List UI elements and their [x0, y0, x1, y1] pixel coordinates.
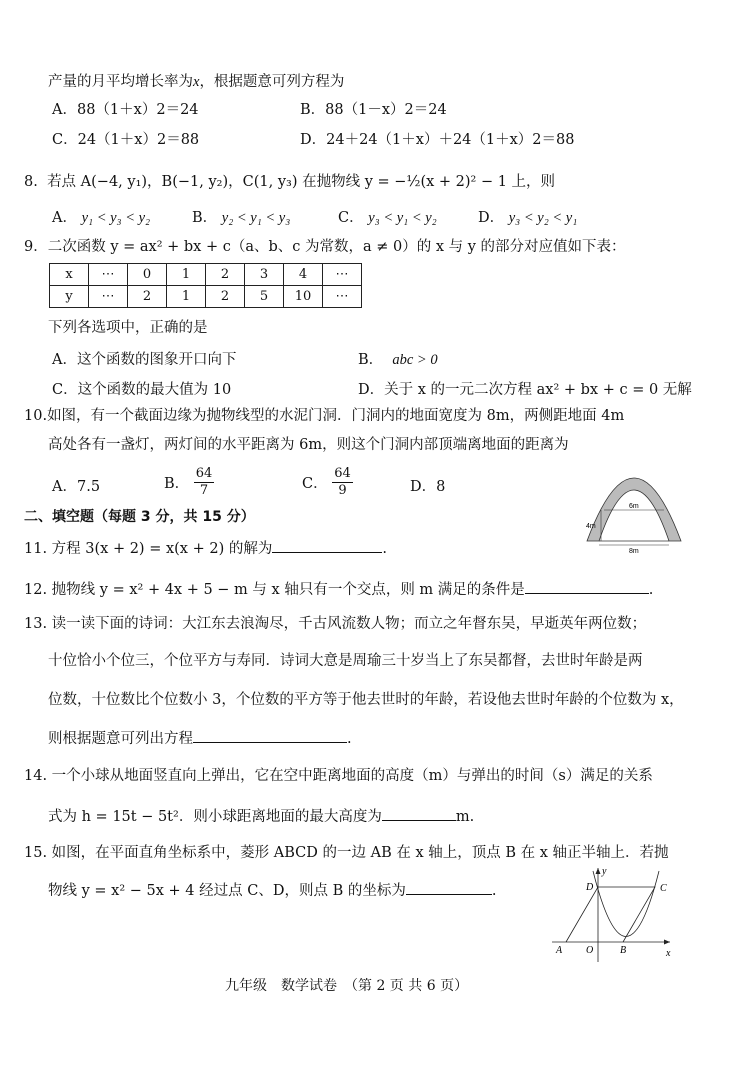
q10-option-b[interactable]: B． $\frac{64}{7}$ [164, 466, 213, 498]
table-cell: ⋯ [323, 264, 362, 286]
q7-option-d[interactable]: D．24＋24（1＋x）＋24（1＋x）2＝88 [300, 132, 575, 148]
y-axis-arrow [596, 868, 601, 874]
q7-option-c[interactable]: C．24（1＋x）2＝88 [52, 132, 200, 148]
table-cell: y [50, 286, 89, 308]
x-axis-arrow [664, 940, 670, 945]
table-cell: ⋯ [323, 286, 362, 308]
q12-answer-blank[interactable] [525, 579, 649, 594]
table-cell: ⋯ [89, 264, 128, 286]
page-footer: 九年级 数学试卷 （第 2 页 共 6 页） [225, 978, 469, 994]
table-cell: 10 [284, 286, 323, 308]
q13-line3: 位数，十位数比个位数小 3，个位数的平方等于他去世时的年龄，若设他去世时年龄的个位数为 x， [48, 692, 684, 708]
label-b: B [620, 945, 627, 956]
q13-line1: 13. 读一读下面的诗词：大江东去浪淘尽，千古风流数人物；而立之年督东吴，早逝英年两位数； [24, 616, 647, 632]
q11-answer-blank[interactable] [272, 538, 382, 553]
q14-line2: 式为 h = 15t − 5t²．则小球距离地面的最大高度为 m. [48, 806, 474, 827]
table-cell: 1 [167, 264, 206, 286]
q7-stem: 产量的月平均增长率为x，根据题意可列方程为 [48, 74, 345, 90]
q14-answer-blank[interactable] [382, 806, 456, 821]
q11: 11. 方程 3(x + 2) = x(x + 2) 的解为 . [24, 538, 387, 559]
label-a: A [556, 945, 563, 956]
q15-line1: 15. 如图，在平面直角坐标系中，菱形 ABCD 的一边 AB 在 x 轴上，顶点 B 在 x 轴正半轴上．若抛 [24, 845, 669, 861]
parabola [593, 871, 659, 937]
q13-line4: 则根据题意可列出方程 . [48, 728, 352, 749]
table-cell: 1 [167, 286, 206, 308]
table-cell: 4 [284, 264, 323, 286]
arch-figure [585, 455, 695, 555]
q8-option-a[interactable]: A． y₁ < y₃ < y₂ [52, 210, 151, 226]
label-o: O [586, 945, 594, 956]
section-title: 二、填空题（每题 3 分，共 15 分） [24, 509, 255, 525]
q8-stem: 8. 若点 A(−4, y₁)，B(−1, y₂)，C(1, y₃) 在抛物线 y = −½(x + 2)² − 1 上，则 [24, 174, 556, 190]
q9-stem: 9．二次函数 y = ax² + bx + c（a、b、c 为常数，a ≠ 0）的 x 与 y 的部分对应值如下表： [24, 239, 626, 255]
q8-option-d[interactable]: D． y₃ < y₂ < y₁ [478, 210, 578, 226]
label-c: C [660, 883, 667, 894]
q13-answer-blank[interactable] [193, 728, 347, 743]
label-6m: 6m [629, 503, 639, 510]
q15-answer-blank[interactable] [406, 880, 492, 895]
q9-prompt: 下列各选项中，正确的是 [48, 320, 208, 336]
q10-option-a[interactable]: A．7.5 [52, 479, 101, 495]
table-row [50, 286, 362, 308]
table-cell: 3 [245, 264, 284, 286]
q10-line2: 高处各有一盏灯，两灯间的水平距离为 6m，则这个门洞内部顶端离地面的距离为 [48, 437, 569, 453]
q10-option-d[interactable]: D．8 [410, 479, 446, 495]
table-cell: 2 [206, 286, 245, 308]
label-4m: 4m [586, 523, 596, 530]
q9-value-table [49, 263, 362, 308]
q10-option-c[interactable]: C． $\frac{64}{9}$ [302, 466, 351, 498]
q10-line1: 10.如图，有一个截面边缘为抛物线型的水泥门洞．门洞内的地面宽度为 8m，两侧距地面 4m [24, 408, 625, 424]
table-cell: ⋯ [89, 286, 128, 308]
q7-option-b[interactable]: B．88（1－x）2＝24 [300, 102, 447, 118]
table-cell: 5 [245, 286, 284, 308]
q7-option-a[interactable]: A．88（1＋x）2＝24 [52, 102, 199, 118]
q9-option-a[interactable]: A．这个函数的图象开口向下 [52, 352, 237, 368]
label-y: y [602, 866, 607, 877]
table-cell: 2 [128, 286, 167, 308]
q9-option-c[interactable]: C．这个函数的最大值为 10 [52, 382, 232, 398]
table-cell: x [50, 264, 89, 286]
table-cell: 0 [128, 264, 167, 286]
q8-option-c[interactable]: C． y₃ < y₁ < y₂ [338, 210, 437, 226]
q9-option-d[interactable]: D．关于 x 的一元二次方程 ax² + bx + c = 0 无解 [358, 382, 692, 398]
fraction: $\frac{64}{7}$ [195, 466, 213, 498]
fraction: $\frac{64}{9}$ [334, 466, 351, 498]
q13-line2: 十位恰小个位三，个位平方与寿同．诗词大意是周瑜三十岁当上了东吴都督，去世时年龄是两 [48, 653, 643, 669]
label-x: x [666, 948, 671, 959]
q14-line1: 14. 一个小球从地面竖直向上弹出，它在空中距离地面的高度（m）与弹出的时间（s）满足的关系 [24, 768, 653, 784]
q15-line2: 物线 y = x² − 5x + 4 经过点 C、D，则点 B 的坐标为 . [48, 880, 496, 901]
table-cell: 2 [206, 264, 245, 286]
q12: 12. 抛物线 y = x² + 4x + 5 − m 与 x 轴只有一个交点，则 m 满足的条件是 . [24, 579, 653, 600]
label-8m: 8m [629, 548, 639, 555]
q8-option-b[interactable]: B． y₂ < y₁ < y₃ [192, 210, 291, 226]
q9-option-b[interactable]: B． abc > 0 [358, 352, 438, 368]
table-row [50, 264, 362, 286]
rhombus-parabola-figure [548, 862, 678, 967]
label-d: D [586, 882, 594, 893]
rhombus [566, 887, 655, 942]
